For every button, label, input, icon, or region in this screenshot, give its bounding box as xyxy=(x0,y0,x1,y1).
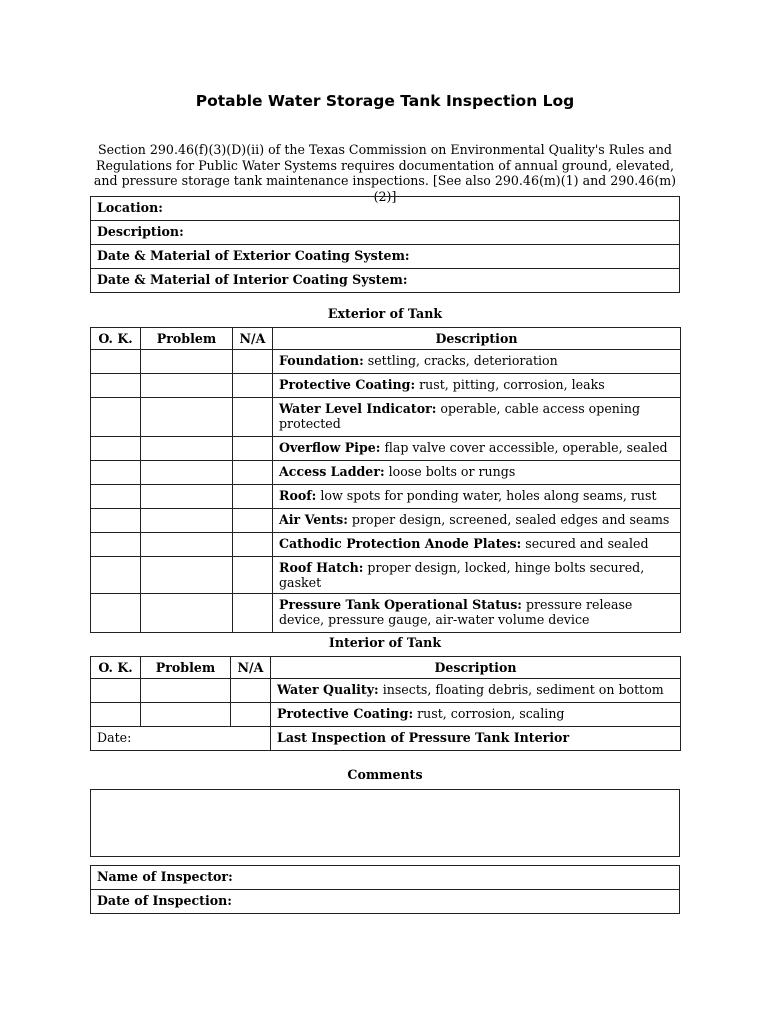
na-cell[interactable] xyxy=(231,703,271,727)
problem-header: Problem xyxy=(141,328,233,350)
item-label: Roof: xyxy=(279,488,317,503)
description-cell xyxy=(271,703,681,727)
item-label: Water Level Indicator: xyxy=(279,401,437,416)
problem-cell[interactable] xyxy=(141,437,233,461)
ok-cell[interactable] xyxy=(91,509,141,533)
item-text: flap valve cover accessible, operable, sealed xyxy=(380,440,668,455)
item-text: pressure release device, pressure gauge, air-water volume device xyxy=(279,597,633,627)
description-header: Description xyxy=(271,657,681,679)
item-label: Access Ladder: xyxy=(279,464,385,479)
table-row xyxy=(91,727,681,751)
inspection-date-field[interactable]: Date of Inspection: xyxy=(91,890,680,914)
ok-cell[interactable] xyxy=(91,485,141,509)
description-cell xyxy=(273,594,681,633)
table-row xyxy=(91,703,681,727)
ok-cell[interactable] xyxy=(91,461,141,485)
na-cell[interactable] xyxy=(233,533,273,557)
interior-section-title: Interior of Tank xyxy=(328,635,442,650)
comments-box[interactable] xyxy=(90,789,680,857)
table-header-row xyxy=(91,328,681,350)
item-label: Foundation: xyxy=(279,353,364,368)
na-cell[interactable] xyxy=(233,437,273,461)
page-title: Potable Water Storage Tank Inspection Log xyxy=(195,92,575,110)
table-row xyxy=(91,398,681,437)
problem-cell[interactable] xyxy=(141,398,233,437)
table-row xyxy=(91,485,681,509)
ok-cell[interactable] xyxy=(91,557,141,594)
item-text: rust, corrosion, scaling xyxy=(413,706,565,721)
item-text: rust, pitting, corrosion, leaks xyxy=(415,377,605,392)
table-header-row xyxy=(91,657,681,679)
ok-header: O. K. xyxy=(91,328,141,350)
last-inspection-label: Last Inspection of Pressure Tank Interior xyxy=(271,727,681,751)
table-row xyxy=(91,509,681,533)
problem-cell[interactable] xyxy=(141,485,233,509)
ok-cell[interactable] xyxy=(91,398,141,437)
tank-info-table xyxy=(90,196,680,293)
item-text: settling, cracks, deterioration xyxy=(363,353,558,368)
ok-cell[interactable] xyxy=(91,533,141,557)
description-cell xyxy=(273,485,681,509)
item-text: insects, floating debris, sediment on bottom xyxy=(378,682,664,697)
na-header: N/A xyxy=(233,328,273,350)
item-text: operable, cable access opening protected xyxy=(279,401,641,431)
interior-table xyxy=(90,656,681,751)
table-row xyxy=(91,437,681,461)
table-row xyxy=(91,461,681,485)
description-field[interactable]: Description: xyxy=(91,221,680,245)
exterior-section-title: Exterior of Tank xyxy=(327,306,443,321)
na-cell[interactable] xyxy=(233,485,273,509)
problem-cell[interactable] xyxy=(141,594,233,633)
comments-title: Comments xyxy=(347,767,423,782)
na-cell[interactable] xyxy=(233,594,273,633)
description-cell xyxy=(273,437,681,461)
ok-cell[interactable] xyxy=(91,703,141,727)
problem-cell[interactable] xyxy=(141,533,233,557)
na-cell[interactable] xyxy=(233,461,273,485)
na-cell[interactable] xyxy=(233,509,273,533)
na-cell[interactable] xyxy=(233,374,273,398)
item-label: Pressure Tank Operational Status: xyxy=(279,597,522,612)
item-label: Protective Coating: xyxy=(279,377,416,392)
inspector-name-field[interactable]: Name of Inspector: xyxy=(91,866,680,890)
item-text: secured and sealed xyxy=(521,536,649,551)
problem-cell[interactable] xyxy=(141,461,233,485)
date-field[interactable]: Date: xyxy=(91,727,271,751)
description-cell xyxy=(273,398,681,437)
table-row xyxy=(91,679,681,703)
description-cell xyxy=(273,509,681,533)
location-field[interactable]: Location: xyxy=(91,197,680,221)
problem-header: Problem xyxy=(141,657,231,679)
na-cell[interactable] xyxy=(231,679,271,703)
item-text: loose bolts or rungs xyxy=(384,464,516,479)
description-cell xyxy=(273,461,681,485)
description-cell xyxy=(273,350,681,374)
description-cell xyxy=(273,557,681,594)
item-label: Roof Hatch: xyxy=(279,560,364,575)
table-row xyxy=(91,533,681,557)
table-row xyxy=(91,594,681,633)
ok-cell[interactable] xyxy=(91,437,141,461)
exterior-table xyxy=(90,327,681,633)
item-text: proper design, locked, hinge bolts secured, gasket xyxy=(279,560,645,590)
item-label: Protective Coating: xyxy=(277,706,414,721)
table-row xyxy=(91,557,681,594)
ok-cell[interactable] xyxy=(91,679,141,703)
problem-cell[interactable] xyxy=(141,679,231,703)
item-text: low spots for ponding water, holes along seams, rust xyxy=(316,488,657,503)
item-label: Overflow Pipe: xyxy=(279,440,381,455)
problem-cell[interactable] xyxy=(141,509,233,533)
item-label: Water Quality: xyxy=(277,682,379,697)
na-cell[interactable] xyxy=(233,557,273,594)
item-label: Air Vents: xyxy=(279,512,348,527)
na-cell[interactable] xyxy=(233,398,273,437)
item-text: proper design, screened, sealed edges and seams xyxy=(347,512,670,527)
na-header: N/A xyxy=(231,657,271,679)
problem-cell[interactable] xyxy=(141,557,233,594)
description-cell xyxy=(273,374,681,398)
na-cell[interactable] xyxy=(233,350,273,374)
interior-coating-field[interactable]: Date & Material of Interior Coating System: xyxy=(91,269,680,293)
problem-cell[interactable] xyxy=(141,703,231,727)
ok-header: O. K. xyxy=(91,657,141,679)
ok-cell[interactable] xyxy=(91,350,141,374)
ok-cell[interactable] xyxy=(91,374,141,398)
intro-paragraph: Section 290.46(f)(3)(D)(ii) of the Texas Commission on Environmental Quality's Rules and Regulations for Public Water Systems requires documentation of annual ground, elevated, and pressure storage tank maintenance inspections. [See also 290.46(m)(1) and 290.46(m)(2)] xyxy=(93,142,677,204)
description-header: Description xyxy=(273,328,681,350)
inspector-table xyxy=(90,865,680,914)
description-cell xyxy=(273,533,681,557)
ok-cell[interactable] xyxy=(91,594,141,633)
description-cell xyxy=(271,679,681,703)
problem-cell[interactable] xyxy=(141,350,233,374)
table-row xyxy=(91,374,681,398)
exterior-coating-field[interactable]: Date & Material of Exterior Coating System: xyxy=(91,245,680,269)
table-row xyxy=(91,350,681,374)
item-label: Cathodic Protection Anode Plates: xyxy=(279,536,522,551)
problem-cell[interactable] xyxy=(141,374,233,398)
